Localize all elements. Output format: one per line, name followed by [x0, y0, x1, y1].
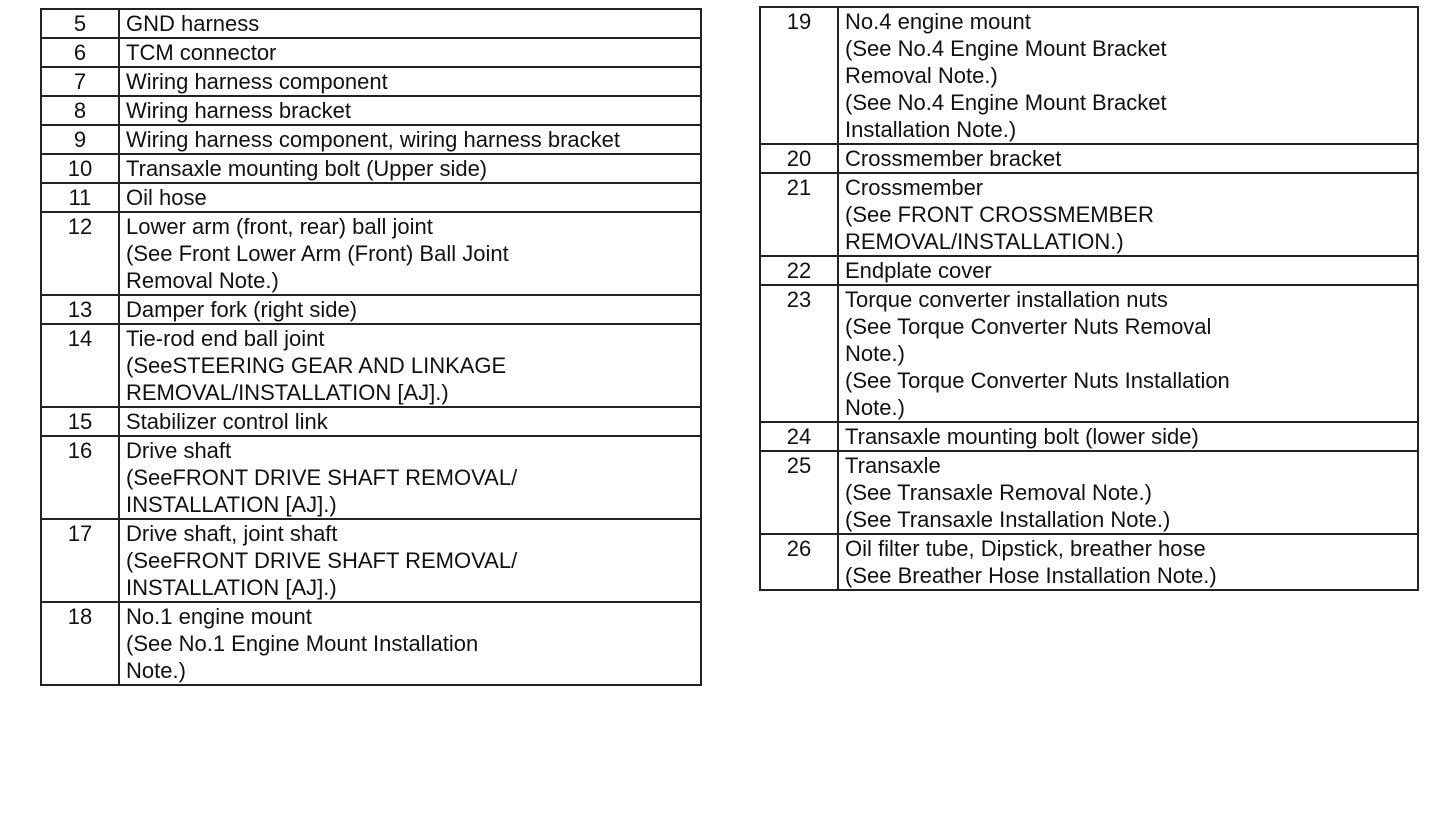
description-line: Drive shaft	[126, 438, 232, 463]
parts-table-right-body	[760, 7, 1418, 590]
table-row	[41, 38, 701, 67]
item-description	[119, 96, 701, 125]
table-row	[41, 154, 701, 183]
item-description	[119, 407, 701, 436]
parts-table-left-body	[41, 9, 701, 685]
item-description	[838, 422, 1418, 451]
description-line: (See No.4 Engine Mount Bracket	[845, 90, 1167, 115]
description-line: No.4 engine mount	[845, 9, 1031, 34]
table-row	[760, 451, 1418, 534]
item-description	[119, 295, 701, 324]
description-line: REMOVAL/INSTALLATION.)	[845, 229, 1124, 254]
description-line: REMOVAL/INSTALLATION [AJ].)	[126, 380, 449, 405]
description-line: Transaxle mounting bolt (Upper side)	[126, 156, 488, 181]
table-row	[760, 173, 1418, 256]
table-row	[41, 67, 701, 96]
item-description	[119, 125, 701, 154]
item-description	[838, 256, 1418, 285]
description-line: Wiring harness component, wiring harness bracket	[126, 127, 621, 152]
description-line: INSTALLATION [AJ].)	[126, 492, 337, 517]
item-description	[119, 324, 701, 407]
item-number: 24	[760, 422, 838, 451]
item-number: 10	[41, 154, 119, 183]
description-line: (See Transaxle Installation Note.)	[845, 507, 1171, 532]
description-line: Removal Note.)	[126, 268, 279, 293]
description-line: Lower arm (front, rear) ball joint	[126, 214, 433, 239]
table-row	[41, 602, 701, 685]
table-row	[41, 9, 701, 38]
table-row	[760, 144, 1418, 173]
item-number: 7	[41, 67, 119, 96]
description-line: Removal Note.)	[845, 63, 998, 88]
table-row	[41, 212, 701, 295]
item-description	[119, 183, 701, 212]
description-line: Oil hose	[126, 185, 207, 210]
item-number: 21	[760, 173, 838, 256]
description-line: Installation Note.)	[845, 117, 1017, 142]
description-line: Wiring harness component	[126, 69, 388, 94]
item-description	[119, 9, 701, 38]
table-row	[760, 534, 1418, 590]
item-description	[838, 7, 1418, 144]
description-line: Wiring harness bracket	[126, 98, 351, 123]
item-number: 15	[41, 407, 119, 436]
table-row	[41, 125, 701, 154]
table-row	[41, 519, 701, 602]
item-number: 26	[760, 534, 838, 590]
item-number: 5	[41, 9, 119, 38]
description-line: Damper fork (right side)	[126, 297, 358, 322]
item-description	[838, 144, 1418, 173]
item-description	[838, 534, 1418, 590]
description-line: Crossmember bracket	[845, 146, 1062, 171]
item-number: 16	[41, 436, 119, 519]
item-number: 19	[760, 7, 838, 144]
item-description	[119, 38, 701, 67]
description-line: Tie-rod end ball joint	[126, 326, 325, 351]
description-line: Torque converter installation nuts	[845, 287, 1168, 312]
description-line: GND harness	[126, 11, 260, 36]
item-number: 11	[41, 183, 119, 212]
table-row	[41, 96, 701, 125]
parts-table-right	[759, 6, 1419, 591]
description-line: Note.)	[845, 341, 905, 366]
description-line: Oil filter tube, Dipstick, breather hose	[845, 536, 1206, 561]
description-line: Note.)	[126, 658, 186, 683]
description-line: Stabilizer control link	[126, 409, 328, 434]
item-description	[119, 154, 701, 183]
description-line: (SeeFRONT DRIVE SHAFT REMOVAL/	[126, 548, 518, 573]
item-description	[838, 451, 1418, 534]
description-line: Crossmember	[845, 175, 984, 200]
description-line: INSTALLATION [AJ].)	[126, 575, 337, 600]
item-number: 25	[760, 451, 838, 534]
table-row	[760, 422, 1418, 451]
description-line: (See Front Lower Arm (Front) Ball Joint	[126, 241, 509, 266]
description-line: Transaxle	[845, 453, 941, 478]
description-line: (See Torque Converter Nuts Removal	[845, 314, 1212, 339]
description-line: (See No.1 Engine Mount Installation	[126, 631, 479, 656]
item-description	[119, 67, 701, 96]
item-description	[119, 436, 701, 519]
item-number: 8	[41, 96, 119, 125]
description-line: (See Breather Hose Installation Note.)	[845, 563, 1217, 588]
description-line: Note.)	[845, 395, 905, 420]
table-row	[760, 256, 1418, 285]
item-description	[119, 602, 701, 685]
table-row	[760, 7, 1418, 144]
item-description	[838, 285, 1418, 422]
table-row	[41, 436, 701, 519]
table-row	[41, 407, 701, 436]
description-line: Transaxle mounting bolt (lower side)	[845, 424, 1199, 449]
item-description	[119, 519, 701, 602]
description-line: (See No.4 Engine Mount Bracket	[845, 36, 1167, 61]
description-line: (SeeSTEERING GEAR AND LINKAGE	[126, 353, 507, 378]
item-number: 23	[760, 285, 838, 422]
table-row	[41, 183, 701, 212]
item-number: 18	[41, 602, 119, 685]
description-line: (See Transaxle Removal Note.)	[845, 480, 1152, 505]
parts-table-left	[40, 8, 702, 686]
item-number: 6	[41, 38, 119, 67]
description-line: (See FRONT CROSSMEMBER	[845, 202, 1154, 227]
item-number: 20	[760, 144, 838, 173]
description-line: No.1 engine mount	[126, 604, 312, 629]
description-line: (See Torque Converter Nuts Installation	[845, 368, 1230, 393]
item-number: 12	[41, 212, 119, 295]
description-line: (SeeFRONT DRIVE SHAFT REMOVAL/	[126, 465, 518, 490]
description-line: Endplate cover	[845, 258, 992, 283]
item-description	[838, 173, 1418, 256]
item-number: 22	[760, 256, 838, 285]
item-number: 13	[41, 295, 119, 324]
item-number: 17	[41, 519, 119, 602]
item-number: 9	[41, 125, 119, 154]
item-number: 14	[41, 324, 119, 407]
table-row	[41, 324, 701, 407]
table-row	[41, 295, 701, 324]
description-line: Drive shaft, joint shaft	[126, 521, 338, 546]
item-description	[119, 212, 701, 295]
description-line: TCM connector	[126, 40, 277, 65]
table-row	[760, 285, 1418, 422]
